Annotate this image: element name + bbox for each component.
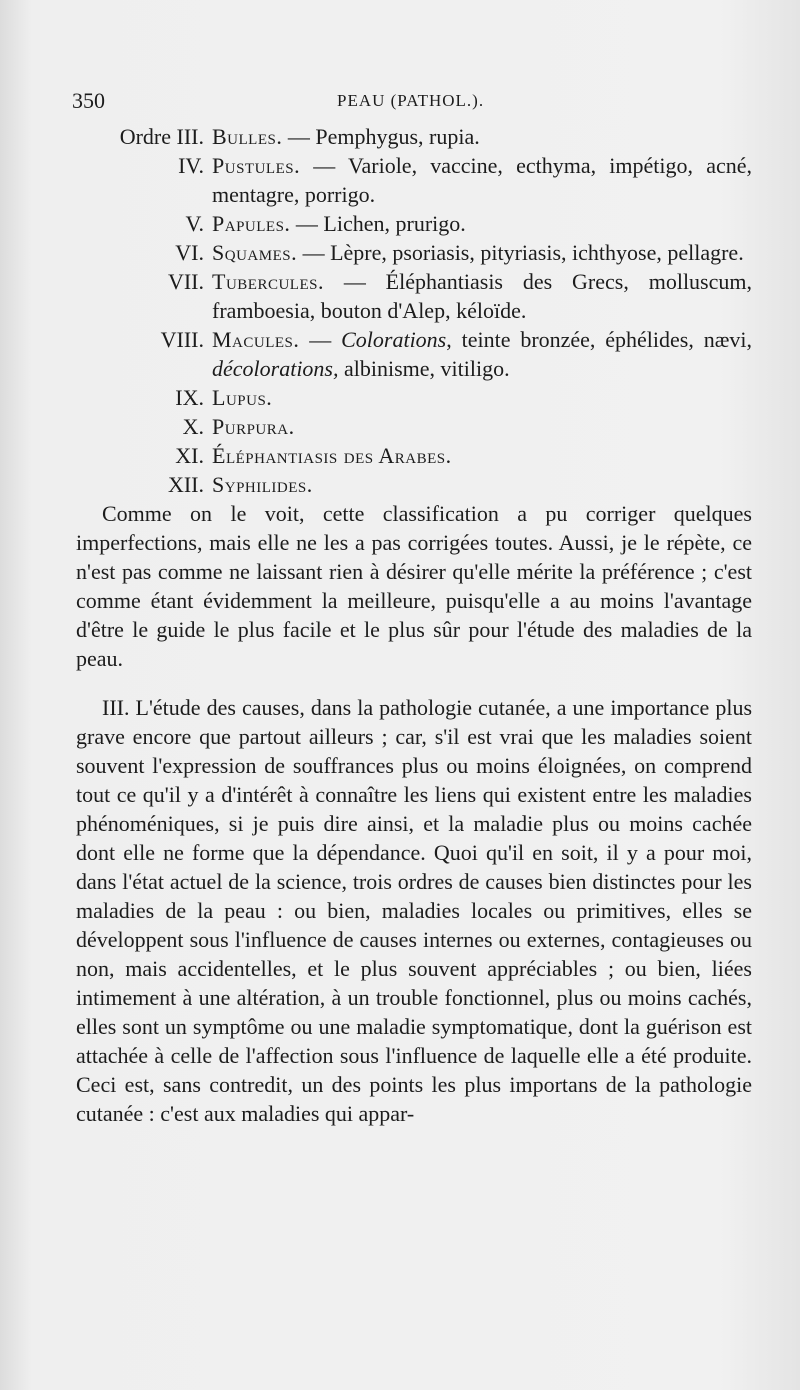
order-category: Purpura. [212,414,295,439]
order-description: , teinte bronzée, éphélides, nævi, [446,327,752,352]
order-number: VIII. [160,327,204,352]
order-item [76,151,752,209]
paragraph-causes [76,693,752,1128]
order-description: albinisme, vitiligo. [338,356,510,381]
page-number: 350 [72,88,105,113]
order-category: Tubercules. [212,269,324,294]
order-item [76,470,752,499]
order-number: IV. [178,153,204,178]
order-category: Syphilides. [212,472,313,497]
order-category: Pustules. [212,153,301,178]
running-head: PEAU (PATHOL.). [337,91,485,110]
order-number: Ordre III. [119,124,204,149]
order-number: VII. [167,269,204,294]
order-description: — Éléphantiasis des Grecs, molluscum, framboesia, bouton d'Alep, kéloïde. [212,269,752,323]
order-description: — Pemphygus, rupia. [282,124,480,149]
order-item [76,267,752,325]
order-description: — Lichen, prurigo. [290,211,466,236]
order-number: XI. [175,443,204,468]
order-category: Squames. [212,240,298,265]
order-category: Éléphantiasis des Arabes. [212,443,452,468]
order-number: VI. [175,240,204,265]
order-number: V. [185,211,204,236]
order-item [76,209,752,238]
page-body [76,122,752,1128]
order-number: IX. [175,385,204,410]
order-description: — [299,327,342,352]
order-category: Macules. [212,327,300,352]
order-category: Lupus. [212,385,273,410]
order-description: — Variole, vaccine, ecthyma, impétigo, acné, mentagre, porrigo. [212,153,752,207]
order-item [76,122,752,151]
section-number: III. [102,695,130,720]
page-header [72,88,762,118]
order-item [76,383,752,412]
order-item [76,238,752,267]
order-emphasis: décolorations, [212,356,339,381]
order-item [76,441,752,470]
paragraph-causes-text: L'étude des causes, dans la pathologie cutanée, a une importance plus grave encore que partout ailleurs ; car, s'il est vrai que les maladies soient souvent l'expression de souffrances plus ou moins éloignées, on comprend tout ce qu'il y a d'intérêt à connaître les liens qui existent entre les maladies phénoméniques, si je puis dire ainsi, et la maladie plus ou moins cachée dont elle ne forme que la dépendance. Quoi qu'il en soit, il y a pour moi, dans l'état actuel de la science, trois ordres de causes bien distinctes pour les maladies de la peau : ou bien, maladies locales ou primitives, elles se développent sous l'influence de causes internes ou externes, contagieuses ou non, mais accidentelles, et le plus souvent appréciables ; ou bien, liées intimement à une altération, à un trouble fonctionnel, plus ou moins cachés, elles sont un symptôme ou une maladie symptomatique, dont la guérison est attachée à celle de l'affection sous l'influence de laquelle elle a été produite. Ceci est, sans contredit, un des points les plus importans de la pathologie cutanée : c'est aux maladies qui appar- [76,695,752,1126]
order-number: X. [182,414,204,439]
order-item [76,325,752,383]
order-description: — Lèpre, psoriasis, pityriasis, ichthyose, pellagre. [297,240,744,265]
paragraph-classification: Comme on le voit, cette classification a pu corriger quelques imperfections, mais elle ne les a pas corrigées toutes. Aussi, je le répète, ce n'est pas comme ne laissant rien à désirer qu'elle mérite la préférence ; c'est comme étant évidemment la meilleure, puisqu'elle a au moins l'avantage d'être le guide le plus facile et le plus sûr pour l'étude des maladies de la peau. [76,501,752,671]
order-category: Papules. [212,211,291,236]
order-item [76,412,752,441]
order-emphasis: Colorations [341,327,447,352]
order-number: XII. [167,472,204,497]
order-category: Bulles. [212,124,283,149]
